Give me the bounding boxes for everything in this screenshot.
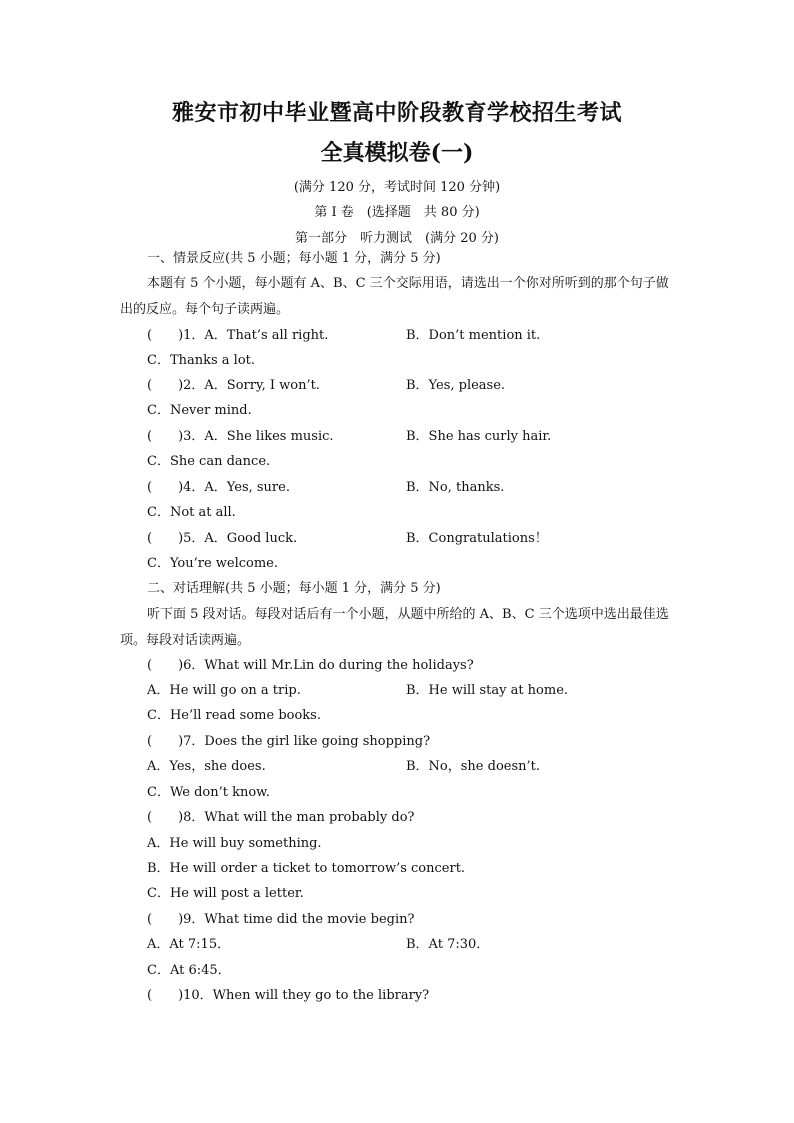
question-8-option-c: C．He will post a letter. (147, 886, 304, 901)
question-8-option-b: B．He will order a ticket to tomorrow’s concert. (147, 861, 466, 876)
question-4-stem: ( )4．A．Yes, sure. (147, 480, 290, 495)
exam-subtitle: 全真模拟卷(一) (320, 140, 474, 166)
question-1-option-c: C．Thanks a lot. (147, 353, 256, 368)
question-9-option-a: A．At 7:15． (147, 937, 231, 952)
question-8-stem: ( )8．What will the man probably do? (147, 810, 415, 825)
question-7-option-a: A．Yes，she does. (147, 759, 266, 774)
question-8-option-a: A．He will buy something. (147, 836, 322, 851)
question-7-option-c: C．We don’t know. (147, 785, 270, 800)
question-2-option-c: C．Never mind. (147, 403, 252, 418)
question-1-stem: ( )1．A．That’s all right. (147, 328, 329, 343)
question-6-option-c: C．He’ll read some books. (147, 708, 321, 723)
question-9-option-b: B．At 7:30． (406, 937, 490, 952)
question-7-option-b: B．No，she doesn’t. (406, 759, 540, 774)
section1-heading: 一、情景反应(共 5 小题；每小题 1 分，满分 5 分) (147, 251, 441, 266)
question-9-option-c: C．At 6:45． (147, 963, 231, 978)
question-7-stem: ( )7．Does the girl like going shopping? (147, 734, 431, 749)
question-5-option-b: B．Congratulations！ (406, 531, 548, 546)
question-6-option-a: A．He will go on a trip. (147, 683, 301, 698)
question-5-option-c: C．You’re welcome. (147, 556, 279, 571)
exam-info: (满分 120 分，考试时间 120 分钟) (293, 180, 501, 195)
question-3-stem: ( )3．A．She likes music. (147, 429, 334, 444)
question-5-stem: ( )5．A．Good luck. (147, 531, 298, 546)
section1-instruction-text: 本题有 5 个小题，每小题有 A、B、C 三个交际用语，请选出一个你对所听到的那个句子做出的反应。每个句子读两遍。 (120, 276, 669, 317)
question-10-stem: ( )10．When will they go to the library? (147, 988, 430, 1003)
section2-heading: 二、对话理解(共 5 小题；每小题 1 分，满分 5 分) (147, 581, 441, 596)
section2-instruction (120, 602, 680, 653)
section1-instruction (120, 271, 680, 322)
question-9-stem: ( )9．What time did the movie begin? (147, 912, 415, 927)
volume-heading: 第 Ⅰ 卷 (选择题 共 80 分) (314, 205, 480, 220)
question-2-option-b: B．Yes, please. (406, 378, 506, 393)
question-6-option-b: B．He will stay at home. (406, 683, 569, 698)
question-4-option-b: B．No, thanks. (406, 480, 505, 495)
question-3-option-b: B．She has curly hair. (406, 429, 552, 444)
section2-instruction-text: 听下面 5 段对话。每段对话后有一个小题，从题中所给的 A、B、C 三个选项中选出最佳选项。每段对话读两遍。 (120, 607, 669, 648)
exam-title: 雅安市初中毕业暨高中阶段教育学校招生考试 (171, 100, 622, 126)
question-2-stem: ( )2．A．Sorry, I won’t. (147, 378, 320, 393)
question-6-stem: ( )6．What will Mr.Lin do during the holidays? (147, 658, 474, 673)
question-1-option-b: B．Don’t mention it. (406, 328, 541, 343)
question-3-option-c: C．She can dance. (147, 454, 271, 469)
question-4-option-c: C．Not at all. (147, 505, 236, 520)
part-heading: 第一部分 听力测试 (满分 20 分) (295, 231, 499, 246)
